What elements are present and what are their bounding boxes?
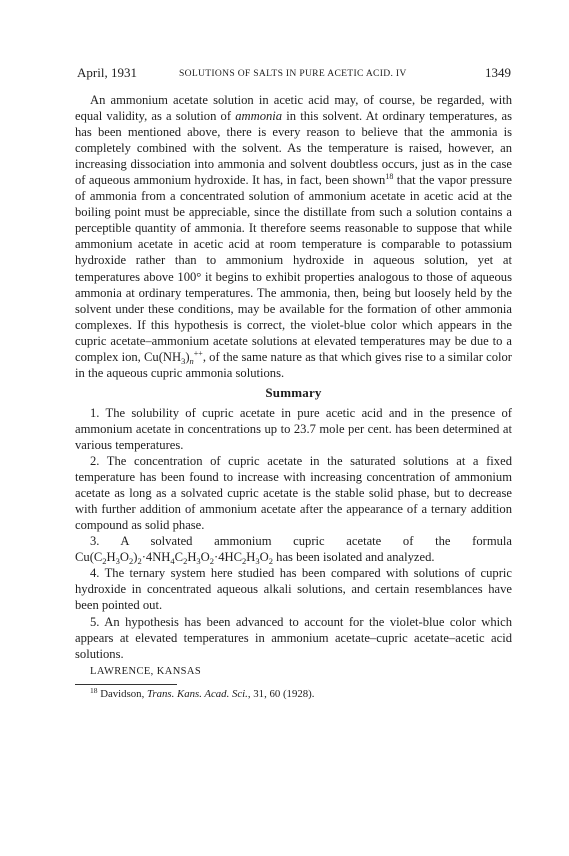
- item-text: ·4NH: [141, 550, 171, 565]
- formula-subscript: n: [189, 355, 194, 366]
- item-text: 3. A solvated ammonium cupric acetate of the formula Cu(C: [75, 534, 512, 565]
- summary-item-4: 4. The ternary system here studied has been compared with solutions of cupric hydroxide in concentrated aqueous alkali solutions, and certain resemblances have been pointed out.: [75, 566, 512, 613]
- formula-subscript: 3: [196, 556, 201, 567]
- footnote-number: 18: [90, 685, 98, 695]
- item-text: O: [259, 550, 269, 565]
- footnote: [75, 687, 512, 701]
- footnote-author: Davidson,: [97, 687, 147, 700]
- formula-subscript: 2: [137, 556, 142, 567]
- page-number: 1349: [485, 65, 511, 80]
- article-body: [75, 92, 512, 701]
- formula-subscript: 2: [242, 556, 247, 567]
- formula-subscript: 4: [170, 556, 175, 567]
- summary-heading: Summary: [265, 384, 322, 400]
- formula-subscript: 3: [255, 556, 260, 567]
- footnote-citation: , 31, 60 (1928).: [247, 687, 315, 700]
- footnote-reference[interactable]: 18: [385, 172, 394, 182]
- paragraph-text: , of the same nature as that which gives rise to a similar color in the aqueous cupric ammonia solutions.: [75, 349, 512, 380]
- summary-item-2: 2. The concentration of cupric acetate in the saturated solutions at a fixed temperature has been found to increase with increasing concentration of ammonium acetate as long as a solvated cupric acetate is the stable solid phase, but to decrease with further addition of ammonium acetate after the appearance of a ternary addition compound as solid phase.: [75, 454, 512, 533]
- item-text: H: [246, 550, 256, 565]
- formula-subscript: 3: [181, 355, 186, 366]
- header-date: April, 1931: [77, 65, 137, 80]
- summary-item-1: 1. The solubility of cupric acetate in pure acetic acid and in the presence of ammonium acetate in concentrations up to 23.7 mole per cent. has been determined at various temperatures.: [75, 405, 512, 452]
- paragraph-text: in this solvent. At ordinary temperatures, as has been mentioned above, there is every reason to believe that the ammonia is completely combined with the solvent. As the temperature is raised, however, an increasing dissociation into ammonia and solvent doubtless occurs, just as in the case of aqueous ammonium hydroxide. It has, in fact, been shown: [75, 109, 512, 188]
- footnote-journal: Trans. Kans. Acad. Sci.: [146, 687, 248, 700]
- summary-item-3: [75, 533, 512, 565]
- item-text: O: [119, 550, 130, 565]
- formula-subscript: 2: [102, 556, 107, 567]
- item-text: ): [133, 550, 138, 565]
- paragraph-text: that the vapor pressure of ammonia from a concentrated solution of ammonium acetate in acetic acid at the boiling point must be appreciable, since the distillate from such a solution contains a perceptible quantity of ammonia. It therefore seems reasonable to suppose that while ammonium acetate in acetic acid at room temperature is comparable to potassium hydroxide rather than to ammonium hydroxide in aqueous solution, yet at temperatures above 100° it begins to exhibit properties analogous to those of aqueous ammonia at ordinary temperatures. The ammonia, then, being but loosely held by the solvent under these conditions, may be available for the formation of other ammonia complexes. If this hypothesis is correct, the violet-blue color which appears in the cupric acetate–ammonium acetate solutions at elevated temperatures may be due to a complex ion, Cu(NH: [75, 173, 512, 364]
- header-running-title: SOLUTIONS OF SALTS IN PURE ACETIC ACID. IV: [179, 68, 407, 79]
- formula-subscript: 2: [183, 556, 188, 567]
- item-text: ·4HC: [214, 550, 243, 565]
- formula-subscript: 3: [115, 556, 120, 567]
- item-text: H: [187, 550, 197, 565]
- body-paragraph: [75, 92, 512, 381]
- paragraph-emphasis: ammonia: [235, 109, 283, 124]
- author-location: LAWRENCE, KANSAS: [90, 665, 202, 677]
- item-text: H: [106, 550, 116, 565]
- formula-superscript: ++: [193, 348, 203, 358]
- footnote-divider: [75, 684, 177, 685]
- item-text: O: [200, 550, 210, 565]
- formula-subscript: 2: [209, 556, 215, 567]
- item-text: has been isolated and analyzed.: [273, 550, 435, 565]
- formula-subscript: 2: [129, 556, 134, 567]
- summary-item-5: 5. An hypothesis has been advanced to account for the violet-blue color which appears at elevated temperatures in ammonium acetate–cupric acetate–acetic acid solutions.: [75, 614, 512, 661]
- paragraph-text: ): [185, 349, 190, 364]
- formula-subscript: 2: [268, 556, 273, 567]
- item-text: C: [174, 550, 184, 565]
- paragraph-text: An ammonium acetate solution in acetic acid may, of course, be regarded, with equal validity, as a solution of: [75, 93, 512, 124]
